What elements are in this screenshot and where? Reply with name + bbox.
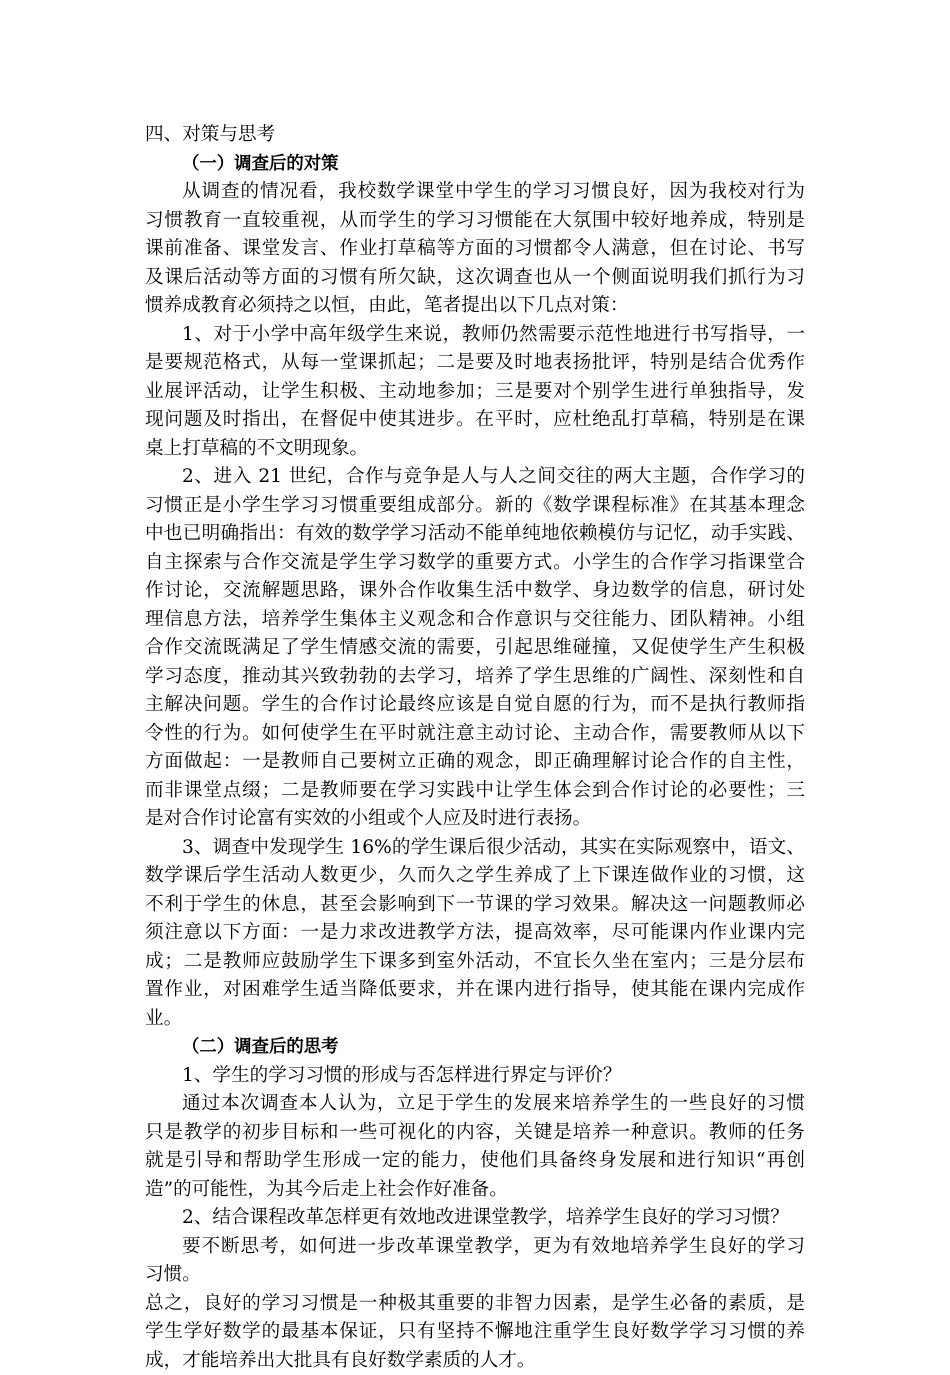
subsection-title-reflection: （二）调查后的思考 [145,1033,805,1062]
paragraph-countermeasure-1 [145,321,805,464]
text-line: 业。 [145,1005,805,1034]
text-line: 现问题及时指出，在督促中使其进步。在平时，应杜绝乱打草稿，特别是在课 [145,406,805,435]
paragraph-conclusion [145,1290,805,1375]
text-line: 是对合作讨论富有实效的小组或个人应及时进行表扬。 [145,805,805,834]
text-line: 2、进入 21 世纪，合作与竞争是人与人之间交往的两大主题，合作学习的 [145,463,805,492]
text-line: 业展评活动，让学生积极、主动地参加；三是要对个别学生进行单独指导，发 [145,378,805,407]
text-line: 总之，良好的学习习惯是一种极其重要的非智力因素，是学生必备的素质，是 [145,1290,805,1319]
text-line: 习惯。 [145,1261,805,1290]
text-line: 成，才能培养出大批具有良好数学素质的人才。 [145,1347,805,1375]
text-line: 成；二是教师应鼓励学生下课多到室外活动，不宜长久坐在室内；三是分层布 [145,948,805,977]
paragraph-countermeasure-2 [145,463,805,834]
text-line: 从调查的情况看，我校数学课堂中学生的学习习惯良好，因为我校对行为 [145,178,805,207]
text-line: 自主探索与合作交流是学生学习数学的重要方式。小学生的合作学习指课堂合 [145,549,805,578]
text-line: 通过本次调查本人认为，立足于学生的发展来培养学生的一些良好的习惯 [145,1090,805,1119]
text-line: 方面做起：一是教师自己要树立正确的观念，即正确理解讨论合作的自主性， [145,748,805,777]
section-title: 四、对策与思考 [145,121,805,150]
text-line: 理信息方法，培养学生集体主义观念和合作意识与交往能力、团队精神。小组 [145,606,805,635]
text-line: 而非课堂点缀；二是教师要在学习实践中让学生体会到合作讨论的必要性；三 [145,777,805,806]
text-line: 只是教学的初步目标和一些可视化的内容，关键是培养一种意识。教师的任务 [145,1119,805,1148]
text-line: 惯养成教育必须持之以恒，由此，笔者提出以下几点对策： [145,292,805,321]
paragraph-reflection-2 [145,1233,805,1290]
text-line: 学生学好数学的最基本保证，只有坚持不懈地注重学生良好数学学习习惯的养 [145,1318,805,1347]
text-line: 主解决问题。学生的合作讨论最终应该是自觉自愿的行为，而不是执行教师指 [145,691,805,720]
text-line: 数学课后学生活动人数更少，久而久之学生养成了上下课连做作业的习惯，这 [145,862,805,891]
text-line: 3、调查中发现学生 16%的学生课后很少活动，其实在实际观察中，语文、 [145,834,805,863]
text-line: 不利于学生的休息，甚至会影响到下一节课的学习效果。解决这一问题教师必 [145,891,805,920]
text-line: 就是引导和帮助学生形成一定的能力，使他们具备终身发展和进行知识“再创 [145,1147,805,1176]
text-line: 课前准备、课堂发言、作业打草稿等方面的习惯都令人满意，但在讨论、书写 [145,235,805,264]
paragraph-reflection-1 [145,1090,805,1204]
reflection-question-2: 2、结合课程改革怎样更有效地改进课堂教学，培养学生良好的学习习惯？ [145,1204,805,1233]
text-line: 须注意以下方面：一是力求改进教学方法，提高效率，尽可能课内作业课内完 [145,919,805,948]
text-line: 习惯教育一直较重视，从而学生的学习习惯能在大氛围中较好地养成，特别是 [145,207,805,236]
reflection-question-1: 1、学生的学习习惯的形成与否怎样进行界定与评价？ [145,1062,805,1091]
text-line: 学习态度，推动其兴致勃勃的去学习，培养了学生思维的广阔性、深刻性和自 [145,663,805,692]
text-line: 1、对于小学中高年级学生来说，教师仍然需要示范性地进行书写指导，一 [145,321,805,350]
text-line: 要不断思考，如何进一步改革课堂教学，更为有效地培养学生良好的学习 [145,1233,805,1262]
subsection-title-countermeasures: （一）调查后的对策 [145,150,805,179]
text-line: 造”的可能性，为其今后走上社会作好准备。 [145,1176,805,1205]
paragraph-countermeasure-3 [145,834,805,1034]
text-line: 合作交流既满足了学生情感交流的需要，引起思维碰撞，又促使学生产生积极 [145,634,805,663]
document-page [145,121,805,1375]
text-line: 令性的行为。如何使学生在平时就注意主动讨论、主动合作，需要教师从以下 [145,720,805,749]
paragraph-survey-overview [145,178,805,321]
text-line: 及课后活动等方面的习惯有所欠缺，这次调查也从一个侧面说明我们抓行为习 [145,264,805,293]
text-line: 桌上打草稿的不文明现象。 [145,435,805,464]
text-line: 置作业，对困难学生适当降低要求，并在课内进行指导，使其能在课内完成作 [145,976,805,1005]
text-line: 是要规范格式，从每一堂课抓起；二是要及时地表扬批评，特别是结合优秀作 [145,349,805,378]
text-line: 习惯正是小学生学习习惯重要组成部分。新的《数学课程标准》在其基本理念 [145,492,805,521]
text-line: 作讨论，交流解题思路，课外合作收集生活中数学、身边数学的信息，研讨处 [145,577,805,606]
text-line: 中也已明确指出：有效的数学学习活动不能单纯地依赖模仿与记忆，动手实践、 [145,520,805,549]
